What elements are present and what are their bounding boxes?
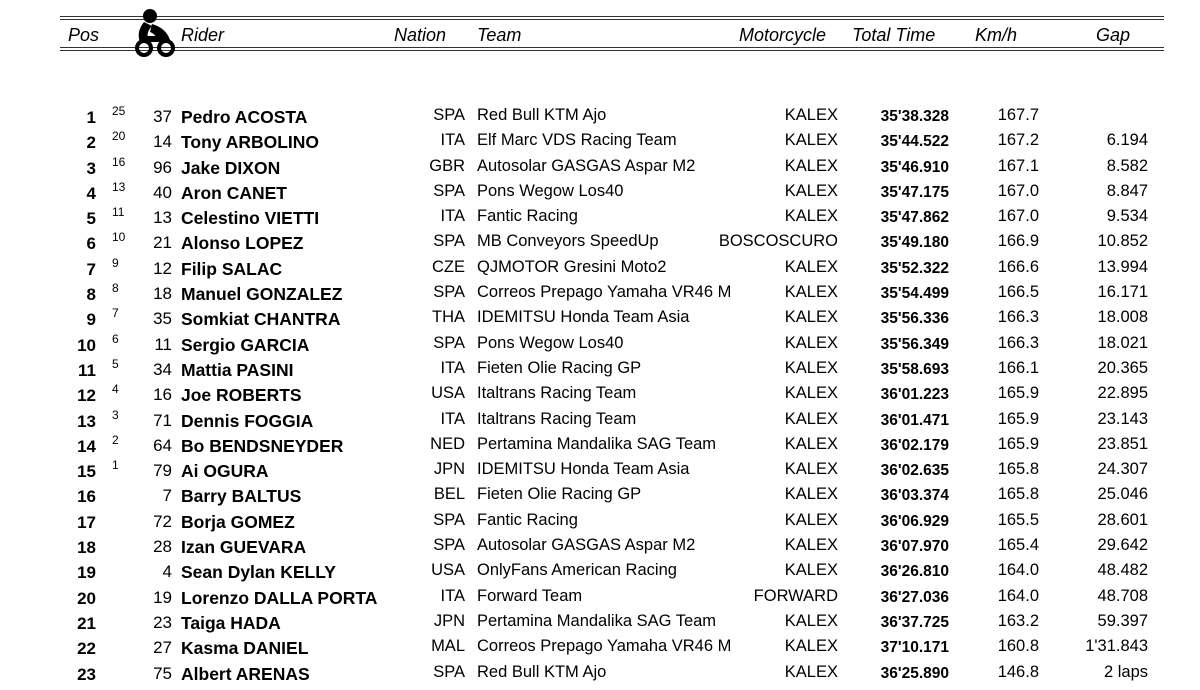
rider-number: 18 <box>153 284 172 304</box>
rider-position: 17 <box>77 512 96 532</box>
rider-nation: MAL <box>431 637 465 656</box>
table-row <box>0 205 1200 230</box>
rider-position: 20 <box>77 588 96 608</box>
rider-position: 14 <box>77 436 96 456</box>
rider-name: Alonso LOPEZ <box>181 233 304 254</box>
rider-name: Lorenzo DALLA PORTA <box>181 587 378 608</box>
rider-gap: 2 laps <box>1103 662 1148 681</box>
rider-nation: SPA <box>433 510 465 529</box>
rider-total-time: 37'10.171 <box>880 639 949 657</box>
rider-position: 2 <box>86 133 96 153</box>
rider-nation: ITA <box>440 207 465 226</box>
rider-total-time: 36'07.970 <box>880 538 949 556</box>
rider-gap: 6.194 <box>1106 131 1148 150</box>
rider-number: 27 <box>153 638 172 658</box>
rider-gap: 1'31.843 <box>1085 637 1148 656</box>
header-motorcycle: Motorcycle <box>739 25 827 45</box>
rider-total-time: 36'01.223 <box>880 386 949 404</box>
rider-team: QJMOTOR Gresini Moto2 <box>477 257 667 276</box>
rider-speed: 166.3 <box>997 333 1039 352</box>
rider-speed: 165.5 <box>997 510 1039 529</box>
rider-speed: 165.8 <box>997 460 1039 479</box>
rider-nation: BEL <box>433 485 465 504</box>
rider-total-time: 35'56.336 <box>880 310 949 328</box>
rider-points: 3 <box>112 407 119 422</box>
rider-motorcycle: KALEX <box>784 156 838 175</box>
rider-team: Italtrans Racing Team <box>477 409 637 428</box>
rider-nation: SPA <box>433 333 465 352</box>
rider-speed: 167.7 <box>997 106 1039 124</box>
rider-name: Sergio GARCIA <box>181 334 310 355</box>
rider-motorcycle: KALEX <box>784 561 838 580</box>
rider-total-time: 35'54.499 <box>880 285 949 303</box>
rider-position: 12 <box>77 386 96 406</box>
rider-motorcycle: KALEX <box>784 662 838 681</box>
rider-number: 28 <box>153 537 172 557</box>
rider-nation: SPA <box>433 662 465 681</box>
rider-speed: 167.1 <box>997 156 1039 175</box>
rider-total-time: 36'37.725 <box>880 613 949 631</box>
rider-number: 71 <box>153 410 172 430</box>
rider-number: 13 <box>153 208 172 228</box>
rider-total-time: 35'46.910 <box>880 158 949 176</box>
rider-points: 25 <box>112 104 126 118</box>
header-rule-bottom <box>60 47 1164 48</box>
rider-name: Jake DIXON <box>181 157 281 178</box>
header-kmh: Km/h <box>975 25 1018 45</box>
rider-number: 11 <box>154 334 172 354</box>
rider-gap: 9.534 <box>1106 207 1148 226</box>
rider-speed: 166.9 <box>997 232 1039 251</box>
rider-total-time: 36'02.179 <box>880 436 949 454</box>
rider-total-time: 36'01.471 <box>880 411 949 429</box>
rider-motorcycle: KALEX <box>784 131 838 150</box>
rider-number: 37 <box>153 107 172 126</box>
rider-points: 1 <box>112 458 119 473</box>
rider-team: Autosolar GASGAS Aspar M2 <box>477 536 696 555</box>
rider-nation: GBR <box>429 156 465 175</box>
rider-speed: 165.4 <box>997 536 1039 555</box>
rider-points: 5 <box>112 356 119 371</box>
rider-team: Red Bull KTM Ajo <box>477 106 607 124</box>
rider-position: 13 <box>77 411 96 431</box>
rider-position: 9 <box>86 310 96 330</box>
table-row <box>0 585 1200 610</box>
rider-number: 23 <box>153 612 172 632</box>
table-row <box>0 433 1200 458</box>
rider-nation: CZE <box>432 257 465 276</box>
rider-number: 35 <box>153 309 172 329</box>
table-row <box>0 509 1200 534</box>
rider-team: Correos Prepago Yamaha VR46 M <box>477 283 732 302</box>
rider-motorcycle: KALEX <box>784 283 838 302</box>
rider-points: 4 <box>112 382 119 397</box>
rider-team: Pertamina Mandalika SAG Team <box>477 611 717 630</box>
rider-team: Pertamina Mandalika SAG Team <box>477 434 717 453</box>
header-nation: Nation <box>394 25 447 45</box>
rider-number: 7 <box>162 486 172 506</box>
rider-total-time: 35'38.328 <box>880 108 949 125</box>
rider-speed: 167.2 <box>997 131 1039 150</box>
rider-nation: NED <box>430 434 465 453</box>
rider-number: 4 <box>162 562 172 582</box>
rider-team: Fantic Racing <box>477 207 578 226</box>
rider-name: Kasma DANIEL <box>181 638 309 659</box>
rider-speed: 165.9 <box>997 409 1039 428</box>
rider-position: 19 <box>77 563 96 583</box>
rider-name: Manuel GONZALEZ <box>181 284 343 305</box>
rider-points: 16 <box>112 154 126 169</box>
rider-speed: 165.8 <box>997 485 1039 504</box>
rider-number: 12 <box>153 258 172 278</box>
rider-points: 2 <box>112 432 119 447</box>
table-row <box>0 661 1200 686</box>
rider-speed: 163.2 <box>997 611 1039 630</box>
rider-team: Fieten Olie Racing GP <box>477 485 642 504</box>
rider-position: 15 <box>77 462 96 482</box>
rider-name: Izan GUEVARA <box>181 537 307 558</box>
rider-motorcycle: KALEX <box>784 637 838 656</box>
rider-position: 6 <box>86 234 96 254</box>
rider-nation: ITA <box>440 586 465 605</box>
rider-gap: 8.847 <box>1106 181 1148 200</box>
rider-points: 13 <box>112 179 126 194</box>
rider-team: Pons Wegow Los40 <box>477 333 624 352</box>
header-total-time: Total Time <box>852 25 936 45</box>
table-row <box>0 332 1200 357</box>
rider-nation: USA <box>431 384 465 403</box>
rider-team: Elf Marc VDS Racing Team <box>477 131 677 150</box>
rider-nation: SPA <box>433 106 465 124</box>
table-row <box>0 256 1200 281</box>
rider-team: Italtrans Racing Team <box>477 384 637 403</box>
rider-team: Fantic Racing <box>477 510 578 529</box>
rider-motorcycle: KALEX <box>784 333 838 352</box>
rider-gap: 16.171 <box>1097 283 1148 302</box>
rider-total-time: 35'49.180 <box>880 234 949 252</box>
rider-motorcycle: KALEX <box>784 181 838 200</box>
rider-name: Barry BALTUS <box>181 486 302 507</box>
rider-number: 14 <box>153 132 172 152</box>
table-row <box>0 306 1200 331</box>
table-row <box>0 180 1200 205</box>
table-row <box>0 129 1200 154</box>
rider-number: 72 <box>153 511 172 531</box>
table-row <box>0 635 1200 660</box>
rider-total-time: 35'44.522 <box>880 133 949 151</box>
table-row <box>0 357 1200 382</box>
rider-speed: 146.8 <box>997 662 1039 681</box>
rider-team: IDEMITSU Honda Team Asia <box>477 308 690 327</box>
rider-speed: 167.0 <box>997 207 1039 226</box>
table-row <box>0 534 1200 559</box>
rider-nation: JPN <box>433 460 465 479</box>
rider-position: 10 <box>77 335 96 355</box>
table-row <box>0 281 1200 306</box>
rider-name: Celestino VIETTI <box>181 208 320 229</box>
rider-motorcycle: KALEX <box>784 106 838 124</box>
rider-gap: 29.642 <box>1097 536 1148 555</box>
rider-nation: SPA <box>433 536 465 555</box>
rider-speed: 166.1 <box>997 358 1039 377</box>
rider-number: 64 <box>153 435 172 455</box>
rider-position: 21 <box>77 613 96 633</box>
rider-position: 8 <box>86 285 96 305</box>
rider-position: 3 <box>86 158 96 178</box>
rider-position: 16 <box>77 487 96 507</box>
rider-points: 20 <box>112 129 126 144</box>
header-rule-top-2 <box>60 19 1164 20</box>
rider-team: Forward Team <box>477 586 583 605</box>
rider-name: Joe ROBERTS <box>181 385 302 406</box>
rider-speed: 166.5 <box>997 283 1039 302</box>
rider-gap: 23.851 <box>1097 434 1148 453</box>
rider-motorcycle: KALEX <box>784 434 838 453</box>
rider-name: Borja GOMEZ <box>181 511 295 532</box>
rider-motorcycle: KALEX <box>784 460 838 479</box>
rider-team: Fieten Olie Racing GP <box>477 358 642 377</box>
rider-points: 6 <box>112 331 119 346</box>
rider-speed: 164.0 <box>997 561 1039 580</box>
rider-total-time: 35'47.175 <box>880 183 949 201</box>
rider-nation: SPA <box>433 181 465 200</box>
rider-name: Dennis FOGGIA <box>181 410 314 431</box>
rider-number: 16 <box>153 385 172 405</box>
rider-gap: 28.601 <box>1097 510 1148 529</box>
table-row <box>0 155 1200 180</box>
rider-gap: 8.582 <box>1106 156 1148 175</box>
rider-name: Mattia PASINI <box>181 359 294 380</box>
rider-speed: 167.0 <box>997 181 1039 200</box>
rider-motorcycle: KALEX <box>784 409 838 428</box>
rider-points: 7 <box>112 306 119 321</box>
header-pos: Pos <box>68 25 100 45</box>
table-row <box>0 458 1200 483</box>
rider-total-time: 35'58.693 <box>880 360 949 378</box>
rider-number: 19 <box>153 587 172 607</box>
rider-total-time: 36'06.929 <box>880 512 949 530</box>
rider-number: 40 <box>153 182 172 202</box>
rider-team: Correos Prepago Yamaha VR46 M <box>477 637 732 656</box>
header-rider: Rider <box>181 25 225 45</box>
rider-speed: 164.0 <box>997 586 1039 605</box>
rider-motorcycle: FORWARD <box>753 586 838 605</box>
rider-points: 11 <box>112 205 125 220</box>
table-row <box>0 104 1200 129</box>
rider-motorcycle: KALEX <box>784 308 838 327</box>
results-table <box>0 104 1200 686</box>
rider-position: 4 <box>86 183 96 203</box>
rider-team: OnlyFans American Racing <box>477 561 677 580</box>
table-row <box>0 559 1200 584</box>
rider-motorcycle: KALEX <box>784 257 838 276</box>
rider-name: Sean Dylan KELLY <box>181 562 336 583</box>
rider-motorcycle: KALEX <box>784 611 838 630</box>
rider-position: 11 <box>78 360 96 380</box>
header-rule-top <box>60 16 1164 17</box>
rider-gap: 13.994 <box>1097 257 1148 276</box>
rider-speed: 160.8 <box>997 637 1039 656</box>
rider-name: Filip SALAC <box>181 258 283 279</box>
rider-gap: 23.143 <box>1097 409 1148 428</box>
rider-gap: 48.482 <box>1097 561 1148 580</box>
rider-position: 22 <box>77 639 96 659</box>
rider-position: 18 <box>77 538 96 558</box>
header-rule-bottom-2 <box>60 50 1164 51</box>
rider-total-time: 36'03.374 <box>880 487 949 505</box>
rider-team: Red Bull KTM Ajo <box>477 662 607 681</box>
rider-total-time: 35'56.349 <box>880 335 949 353</box>
rider-position: 5 <box>86 209 96 229</box>
rider-total-time: 36'27.036 <box>880 588 949 606</box>
rider-number: 34 <box>153 359 172 379</box>
rider-name: Bo BENDSNEYDER <box>181 435 344 456</box>
rider-gap: 25.046 <box>1097 485 1148 504</box>
rider-number: 21 <box>153 233 172 253</box>
rider-speed: 165.9 <box>997 434 1039 453</box>
rider-nation: USA <box>431 561 465 580</box>
rider-nation: JPN <box>433 611 465 630</box>
rider-nation: ITA <box>440 409 465 428</box>
rider-name: Somkiat CHANTRA <box>181 309 341 330</box>
rider-nation: THA <box>432 308 465 327</box>
rider-total-time: 36'26.810 <box>880 563 949 581</box>
rider-position: 23 <box>77 664 96 684</box>
rider-nation: SPA <box>433 232 465 251</box>
rider-team: Autosolar GASGAS Aspar M2 <box>477 156 696 175</box>
rider-name: Ai OGURA <box>181 461 269 482</box>
rider-motorcycle: KALEX <box>784 510 838 529</box>
rider-motorcycle: KALEX <box>784 358 838 377</box>
rider-gap: 10.852 <box>1097 232 1148 251</box>
rider-team: MB Conveyors SpeedUp <box>477 232 659 251</box>
rider-motorcycle: BOSCOSCURO <box>718 232 838 251</box>
rider-number: 75 <box>153 663 172 683</box>
rider-speed: 166.3 <box>997 308 1039 327</box>
table-row <box>0 610 1200 635</box>
rider-motorcycle: KALEX <box>784 207 838 226</box>
table-row <box>0 483 1200 508</box>
rider-gap: 59.397 <box>1097 611 1148 630</box>
rider-nation: ITA <box>440 358 465 377</box>
rider-team: IDEMITSU Honda Team Asia <box>477 460 690 479</box>
rider-name: Taiga HADA <box>181 612 281 633</box>
rider-gap: 48.708 <box>1097 586 1148 605</box>
rider-name: Aron CANET <box>181 182 287 203</box>
rider-number: 96 <box>153 157 172 177</box>
rider-points: 10 <box>112 230 126 245</box>
rider-position: 1 <box>86 108 96 127</box>
motorcycle-rider-icon <box>130 6 178 58</box>
table-row <box>0 382 1200 407</box>
rider-position: 7 <box>86 259 96 279</box>
header-team: Team <box>477 25 522 45</box>
rider-gap: 18.021 <box>1097 333 1148 352</box>
table-row <box>0 408 1200 433</box>
table-row <box>0 230 1200 255</box>
rider-gap: 20.365 <box>1097 358 1148 377</box>
rider-total-time: 35'47.862 <box>880 209 949 227</box>
rider-gap: 22.895 <box>1097 384 1148 403</box>
rider-total-time: 35'52.322 <box>880 259 949 277</box>
header-gap: Gap <box>1096 25 1131 45</box>
rider-motorcycle: KALEX <box>784 384 838 403</box>
rider-speed: 165.9 <box>997 384 1039 403</box>
rider-points: 9 <box>112 255 119 270</box>
rider-gap: 24.307 <box>1097 460 1148 479</box>
rider-motorcycle: KALEX <box>784 536 838 555</box>
rider-name: Albert ARENAS <box>181 663 310 684</box>
rider-team: Pons Wegow Los40 <box>477 181 624 200</box>
rider-nation: SPA <box>433 283 465 302</box>
rider-nation: ITA <box>440 131 465 150</box>
rider-gap: 18.008 <box>1097 308 1148 327</box>
rider-motorcycle: KALEX <box>784 485 838 504</box>
rider-total-time: 36'25.890 <box>880 664 949 682</box>
rider-speed: 166.6 <box>997 257 1039 276</box>
rider-total-time: 36'02.635 <box>880 462 949 480</box>
rider-name: Pedro ACOSTA <box>181 107 308 127</box>
rider-name: Tony ARBOLINO <box>181 132 320 153</box>
rider-points: 8 <box>112 281 119 296</box>
rider-number: 79 <box>153 461 172 481</box>
